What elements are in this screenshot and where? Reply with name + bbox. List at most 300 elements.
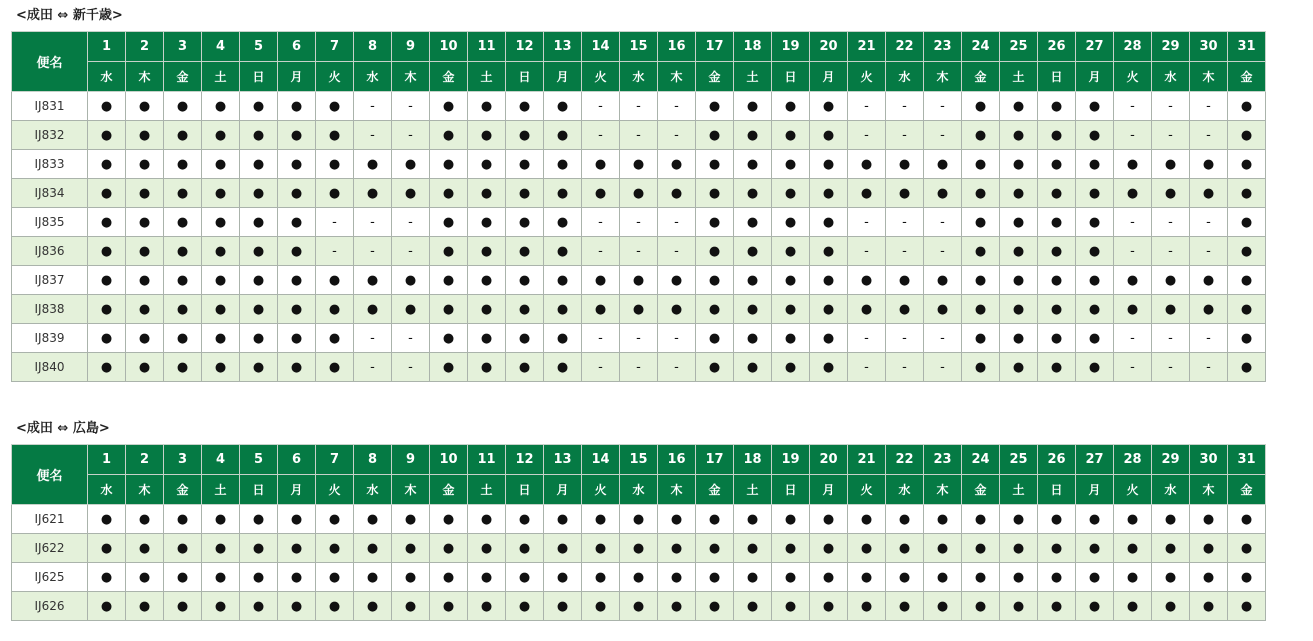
day-header: 21 bbox=[848, 32, 886, 62]
no-service-mark: - bbox=[392, 121, 430, 150]
operating-mark: ● bbox=[1076, 353, 1114, 382]
weekday-header: 水 bbox=[1152, 62, 1190, 92]
no-service-mark: - bbox=[924, 324, 962, 353]
day-header: 25 bbox=[1000, 32, 1038, 62]
operating-mark: ● bbox=[1152, 592, 1190, 621]
operating-mark: ● bbox=[772, 563, 810, 592]
weekday-header: 水 bbox=[620, 62, 658, 92]
operating-mark: ● bbox=[734, 237, 772, 266]
operating-mark: ● bbox=[88, 150, 126, 179]
day-header: 4 bbox=[202, 445, 240, 475]
operating-mark: ● bbox=[506, 324, 544, 353]
operating-mark: ● bbox=[1076, 295, 1114, 324]
no-service-mark: - bbox=[582, 121, 620, 150]
no-service-mark: - bbox=[658, 324, 696, 353]
operating-mark: ● bbox=[544, 237, 582, 266]
operating-mark: ● bbox=[886, 592, 924, 621]
operating-mark: ● bbox=[924, 563, 962, 592]
operating-mark: ● bbox=[468, 266, 506, 295]
no-service-mark: - bbox=[848, 353, 886, 382]
operating-mark: ● bbox=[886, 295, 924, 324]
day-header: 17 bbox=[696, 32, 734, 62]
operating-mark: ● bbox=[430, 92, 468, 121]
operating-mark: ● bbox=[696, 534, 734, 563]
operating-mark: ● bbox=[126, 150, 164, 179]
flight-number: IJ837 bbox=[12, 266, 88, 295]
operating-mark: ● bbox=[1190, 179, 1228, 208]
operating-mark: ● bbox=[164, 92, 202, 121]
operating-mark: ● bbox=[1038, 295, 1076, 324]
weekday-header: 日 bbox=[240, 62, 278, 92]
weekday-header: 木 bbox=[126, 475, 164, 505]
no-service-mark: - bbox=[392, 237, 430, 266]
operating-mark: ● bbox=[468, 505, 506, 534]
operating-mark: ● bbox=[962, 179, 1000, 208]
operating-mark: ● bbox=[962, 592, 1000, 621]
operating-mark: ● bbox=[696, 92, 734, 121]
operating-mark: ● bbox=[392, 295, 430, 324]
no-service-mark: - bbox=[1190, 208, 1228, 237]
day-header: 8 bbox=[354, 445, 392, 475]
operating-mark: ● bbox=[1000, 295, 1038, 324]
operating-mark: ● bbox=[164, 324, 202, 353]
operating-mark: ● bbox=[582, 179, 620, 208]
flight-number: IJ833 bbox=[12, 150, 88, 179]
operating-mark: ● bbox=[734, 534, 772, 563]
operating-mark: ● bbox=[430, 534, 468, 563]
operating-mark: ● bbox=[316, 150, 354, 179]
operating-mark: ● bbox=[924, 505, 962, 534]
operating-mark: ● bbox=[278, 266, 316, 295]
operating-mark: ● bbox=[620, 563, 658, 592]
operating-mark: ● bbox=[202, 353, 240, 382]
day-header: 31 bbox=[1228, 445, 1266, 475]
operating-mark: ● bbox=[658, 295, 696, 324]
operating-mark: ● bbox=[696, 592, 734, 621]
day-header: 24 bbox=[962, 32, 1000, 62]
operating-mark: ● bbox=[240, 592, 278, 621]
no-service-mark: - bbox=[1114, 121, 1152, 150]
operating-mark: ● bbox=[316, 592, 354, 621]
operating-mark: ● bbox=[696, 295, 734, 324]
day-header: 12 bbox=[506, 445, 544, 475]
operating-mark: ● bbox=[88, 295, 126, 324]
operating-mark: ● bbox=[354, 563, 392, 592]
operating-mark: ● bbox=[1228, 534, 1266, 563]
day-header: 9 bbox=[392, 445, 430, 475]
operating-mark: ● bbox=[392, 266, 430, 295]
operating-mark: ● bbox=[1152, 505, 1190, 534]
operating-mark: ● bbox=[1228, 208, 1266, 237]
operating-mark: ● bbox=[202, 592, 240, 621]
no-service-mark: - bbox=[1114, 208, 1152, 237]
operating-mark: ● bbox=[354, 505, 392, 534]
day-header: 13 bbox=[544, 445, 582, 475]
operating-mark: ● bbox=[544, 179, 582, 208]
operating-mark: ● bbox=[1038, 237, 1076, 266]
no-service-mark: - bbox=[886, 324, 924, 353]
flight-number: IJ835 bbox=[12, 208, 88, 237]
day-header: 20 bbox=[810, 32, 848, 62]
operating-mark: ● bbox=[658, 563, 696, 592]
operating-mark: ● bbox=[240, 121, 278, 150]
weekday-header: 金 bbox=[962, 475, 1000, 505]
operating-mark: ● bbox=[810, 324, 848, 353]
operating-mark: ● bbox=[1038, 563, 1076, 592]
operating-mark: ● bbox=[126, 179, 164, 208]
operating-mark: ● bbox=[1076, 592, 1114, 621]
operating-mark: ● bbox=[88, 353, 126, 382]
operating-mark: ● bbox=[772, 324, 810, 353]
operating-mark: ● bbox=[506, 534, 544, 563]
day-header: 21 bbox=[848, 445, 886, 475]
operating-mark: ● bbox=[278, 295, 316, 324]
operating-mark: ● bbox=[354, 592, 392, 621]
day-header: 30 bbox=[1190, 32, 1228, 62]
operating-mark: ● bbox=[810, 592, 848, 621]
weekday-header: 日 bbox=[506, 62, 544, 92]
day-header: 13 bbox=[544, 32, 582, 62]
operating-mark: ● bbox=[278, 179, 316, 208]
operating-mark: ● bbox=[1000, 266, 1038, 295]
operating-mark: ● bbox=[810, 121, 848, 150]
operating-mark: ● bbox=[1190, 295, 1228, 324]
operating-mark: ● bbox=[506, 505, 544, 534]
day-header: 23 bbox=[924, 445, 962, 475]
operating-mark: ● bbox=[278, 324, 316, 353]
operating-mark: ● bbox=[202, 121, 240, 150]
weekday-header: 金 bbox=[962, 62, 1000, 92]
operating-mark: ● bbox=[924, 179, 962, 208]
no-service-mark: - bbox=[354, 92, 392, 121]
operating-mark: ● bbox=[506, 179, 544, 208]
operating-mark: ● bbox=[354, 179, 392, 208]
operating-mark: ● bbox=[772, 92, 810, 121]
operating-mark: ● bbox=[278, 563, 316, 592]
operating-mark: ● bbox=[1076, 505, 1114, 534]
operating-mark: ● bbox=[1000, 121, 1038, 150]
weekday-header: 水 bbox=[1152, 475, 1190, 505]
operating-mark: ● bbox=[1114, 534, 1152, 563]
day-header: 1 bbox=[88, 445, 126, 475]
operating-mark: ● bbox=[886, 534, 924, 563]
no-service-mark: - bbox=[392, 353, 430, 382]
no-service-mark: - bbox=[924, 92, 962, 121]
operating-mark: ● bbox=[658, 505, 696, 534]
operating-mark: ● bbox=[886, 505, 924, 534]
operating-mark: ● bbox=[316, 353, 354, 382]
operating-mark: ● bbox=[848, 150, 886, 179]
operating-mark: ● bbox=[1114, 505, 1152, 534]
day-header: 14 bbox=[582, 32, 620, 62]
operating-mark: ● bbox=[1076, 208, 1114, 237]
operating-mark: ● bbox=[962, 92, 1000, 121]
operating-mark: ● bbox=[430, 324, 468, 353]
operating-mark: ● bbox=[772, 179, 810, 208]
operating-mark: ● bbox=[734, 505, 772, 534]
weekday-header: 水 bbox=[886, 475, 924, 505]
day-header: 27 bbox=[1076, 32, 1114, 62]
operating-mark: ● bbox=[924, 592, 962, 621]
no-service-mark: - bbox=[886, 237, 924, 266]
operating-mark: ● bbox=[468, 208, 506, 237]
operating-mark: ● bbox=[1190, 534, 1228, 563]
day-header: 15 bbox=[620, 32, 658, 62]
operating-mark: ● bbox=[696, 266, 734, 295]
operating-mark: ● bbox=[240, 353, 278, 382]
section-title-narita-chitose: <成田 ⇔ 新千歳> bbox=[16, 8, 123, 23]
day-header: 9 bbox=[392, 32, 430, 62]
day-header: 11 bbox=[468, 32, 506, 62]
operating-mark: ● bbox=[1190, 505, 1228, 534]
day-header: 16 bbox=[658, 445, 696, 475]
operating-mark: ● bbox=[88, 179, 126, 208]
operating-mark: ● bbox=[430, 592, 468, 621]
operating-mark: ● bbox=[810, 353, 848, 382]
weekday-header: 日 bbox=[240, 475, 278, 505]
no-service-mark: - bbox=[620, 92, 658, 121]
no-service-mark: - bbox=[620, 324, 658, 353]
day-header: 22 bbox=[886, 32, 924, 62]
operating-mark: ● bbox=[88, 563, 126, 592]
day-header: 3 bbox=[164, 445, 202, 475]
operating-mark: ● bbox=[392, 534, 430, 563]
operating-mark: ● bbox=[696, 150, 734, 179]
operating-mark: ● bbox=[278, 150, 316, 179]
operating-mark: ● bbox=[658, 179, 696, 208]
flight-number: IJ831 bbox=[12, 92, 88, 121]
operating-mark: ● bbox=[734, 353, 772, 382]
day-header: 8 bbox=[354, 32, 392, 62]
operating-mark: ● bbox=[544, 266, 582, 295]
header-row-weekdays bbox=[12, 62, 1266, 92]
weekday-header: 木 bbox=[1190, 62, 1228, 92]
weekday-header: 日 bbox=[1038, 62, 1076, 92]
operating-mark: ● bbox=[506, 121, 544, 150]
operating-mark: ● bbox=[1152, 295, 1190, 324]
flight-number: IJ625 bbox=[12, 563, 88, 592]
schedule-table-narita-hiroshima bbox=[11, 444, 1266, 621]
operating-mark: ● bbox=[240, 266, 278, 295]
operating-mark: ● bbox=[506, 208, 544, 237]
day-header: 18 bbox=[734, 445, 772, 475]
operating-mark: ● bbox=[126, 324, 164, 353]
operating-mark: ● bbox=[316, 505, 354, 534]
weekday-header: 月 bbox=[544, 475, 582, 505]
no-service-mark: - bbox=[354, 121, 392, 150]
operating-mark: ● bbox=[126, 121, 164, 150]
operating-mark: ● bbox=[1114, 295, 1152, 324]
flight-number: IJ840 bbox=[12, 353, 88, 382]
no-service-mark: - bbox=[886, 353, 924, 382]
operating-mark: ● bbox=[696, 353, 734, 382]
operating-mark: ● bbox=[924, 150, 962, 179]
day-header: 27 bbox=[1076, 445, 1114, 475]
operating-mark: ● bbox=[1000, 237, 1038, 266]
operating-mark: ● bbox=[696, 208, 734, 237]
weekday-header: 土 bbox=[734, 62, 772, 92]
operating-mark: ● bbox=[1038, 121, 1076, 150]
no-service-mark: - bbox=[620, 237, 658, 266]
operating-mark: ● bbox=[126, 563, 164, 592]
operating-mark: ● bbox=[1000, 150, 1038, 179]
operating-mark: ● bbox=[620, 150, 658, 179]
operating-mark: ● bbox=[240, 534, 278, 563]
no-service-mark: - bbox=[392, 324, 430, 353]
operating-mark: ● bbox=[1076, 534, 1114, 563]
operating-mark: ● bbox=[164, 353, 202, 382]
day-header: 10 bbox=[430, 32, 468, 62]
weekday-header: 火 bbox=[1114, 62, 1152, 92]
operating-mark: ● bbox=[164, 592, 202, 621]
weekday-header: 日 bbox=[506, 475, 544, 505]
no-service-mark: - bbox=[924, 121, 962, 150]
operating-mark: ● bbox=[278, 237, 316, 266]
no-service-mark: - bbox=[354, 353, 392, 382]
operating-mark: ● bbox=[1190, 150, 1228, 179]
operating-mark: ● bbox=[88, 266, 126, 295]
weekday-header: 火 bbox=[316, 62, 354, 92]
operating-mark: ● bbox=[962, 563, 1000, 592]
operating-mark: ● bbox=[316, 266, 354, 295]
operating-mark: ● bbox=[88, 534, 126, 563]
operating-mark: ● bbox=[164, 534, 202, 563]
operating-mark: ● bbox=[468, 534, 506, 563]
operating-mark: ● bbox=[1152, 150, 1190, 179]
operating-mark: ● bbox=[1114, 266, 1152, 295]
operating-mark: ● bbox=[126, 353, 164, 382]
no-service-mark: - bbox=[924, 353, 962, 382]
table-row bbox=[12, 353, 1266, 382]
operating-mark: ● bbox=[392, 592, 430, 621]
weekday-header: 日 bbox=[772, 62, 810, 92]
operating-mark: ● bbox=[164, 208, 202, 237]
header-row-days bbox=[12, 32, 1266, 62]
weekday-header: 月 bbox=[1076, 62, 1114, 92]
no-service-mark: - bbox=[924, 237, 962, 266]
operating-mark: ● bbox=[164, 179, 202, 208]
table-row bbox=[12, 592, 1266, 621]
operating-mark: ● bbox=[1076, 237, 1114, 266]
operating-mark: ● bbox=[544, 534, 582, 563]
operating-mark: ● bbox=[962, 150, 1000, 179]
operating-mark: ● bbox=[1114, 563, 1152, 592]
operating-mark: ● bbox=[1038, 92, 1076, 121]
table-row bbox=[12, 208, 1266, 237]
operating-mark: ● bbox=[1038, 324, 1076, 353]
weekday-header: 月 bbox=[810, 62, 848, 92]
weekday-header: 火 bbox=[582, 62, 620, 92]
operating-mark: ● bbox=[772, 592, 810, 621]
operating-mark: ● bbox=[1228, 324, 1266, 353]
operating-mark: ● bbox=[202, 208, 240, 237]
weekday-header: 火 bbox=[582, 475, 620, 505]
operating-mark: ● bbox=[316, 92, 354, 121]
operating-mark: ● bbox=[392, 505, 430, 534]
no-service-mark: - bbox=[392, 208, 430, 237]
operating-mark: ● bbox=[202, 179, 240, 208]
operating-mark: ● bbox=[696, 237, 734, 266]
day-header: 30 bbox=[1190, 445, 1228, 475]
operating-mark: ● bbox=[696, 563, 734, 592]
day-header: 28 bbox=[1114, 32, 1152, 62]
operating-mark: ● bbox=[430, 121, 468, 150]
no-service-mark: - bbox=[848, 121, 886, 150]
operating-mark: ● bbox=[544, 121, 582, 150]
weekday-header: 水 bbox=[88, 475, 126, 505]
operating-mark: ● bbox=[924, 295, 962, 324]
operating-mark: ● bbox=[772, 534, 810, 563]
operating-mark: ● bbox=[1076, 324, 1114, 353]
operating-mark: ● bbox=[1228, 179, 1266, 208]
no-service-mark: - bbox=[1152, 92, 1190, 121]
weekday-header: 木 bbox=[1190, 475, 1228, 505]
operating-mark: ● bbox=[810, 295, 848, 324]
operating-mark: ● bbox=[582, 295, 620, 324]
operating-mark: ● bbox=[848, 295, 886, 324]
operating-mark: ● bbox=[240, 324, 278, 353]
operating-mark: ● bbox=[582, 592, 620, 621]
operating-mark: ● bbox=[202, 92, 240, 121]
no-service-mark: - bbox=[848, 208, 886, 237]
operating-mark: ● bbox=[582, 563, 620, 592]
operating-mark: ● bbox=[1076, 266, 1114, 295]
operating-mark: ● bbox=[1000, 324, 1038, 353]
operating-mark: ● bbox=[354, 295, 392, 324]
operating-mark: ● bbox=[924, 534, 962, 563]
operating-mark: ● bbox=[88, 92, 126, 121]
no-service-mark: - bbox=[582, 324, 620, 353]
day-header: 14 bbox=[582, 445, 620, 475]
operating-mark: ● bbox=[696, 121, 734, 150]
operating-mark: ● bbox=[506, 563, 544, 592]
no-service-mark: - bbox=[886, 208, 924, 237]
flight-number: IJ839 bbox=[12, 324, 88, 353]
operating-mark: ● bbox=[126, 237, 164, 266]
operating-mark: ● bbox=[544, 208, 582, 237]
no-service-mark: - bbox=[658, 121, 696, 150]
operating-mark: ● bbox=[1152, 534, 1190, 563]
no-service-mark: - bbox=[1190, 237, 1228, 266]
day-header: 25 bbox=[1000, 445, 1038, 475]
operating-mark: ● bbox=[544, 324, 582, 353]
operating-mark: ● bbox=[506, 150, 544, 179]
operating-mark: ● bbox=[1152, 563, 1190, 592]
table-row bbox=[12, 324, 1266, 353]
operating-mark: ● bbox=[1000, 208, 1038, 237]
day-header: 26 bbox=[1038, 32, 1076, 62]
operating-mark: ● bbox=[962, 208, 1000, 237]
operating-mark: ● bbox=[278, 353, 316, 382]
operating-mark: ● bbox=[316, 179, 354, 208]
operating-mark: ● bbox=[88, 324, 126, 353]
weekday-header: 日 bbox=[1038, 475, 1076, 505]
operating-mark: ● bbox=[430, 563, 468, 592]
operating-mark: ● bbox=[620, 179, 658, 208]
weekday-header: 月 bbox=[810, 475, 848, 505]
day-header: 29 bbox=[1152, 32, 1190, 62]
weekday-header: 金 bbox=[164, 475, 202, 505]
operating-mark: ● bbox=[734, 208, 772, 237]
day-header: 6 bbox=[278, 32, 316, 62]
no-service-mark: - bbox=[354, 237, 392, 266]
operating-mark: ● bbox=[1228, 92, 1266, 121]
operating-mark: ● bbox=[620, 592, 658, 621]
operating-mark: ● bbox=[620, 266, 658, 295]
operating-mark: ● bbox=[1228, 150, 1266, 179]
operating-mark: ● bbox=[202, 266, 240, 295]
weekday-header: 水 bbox=[620, 475, 658, 505]
